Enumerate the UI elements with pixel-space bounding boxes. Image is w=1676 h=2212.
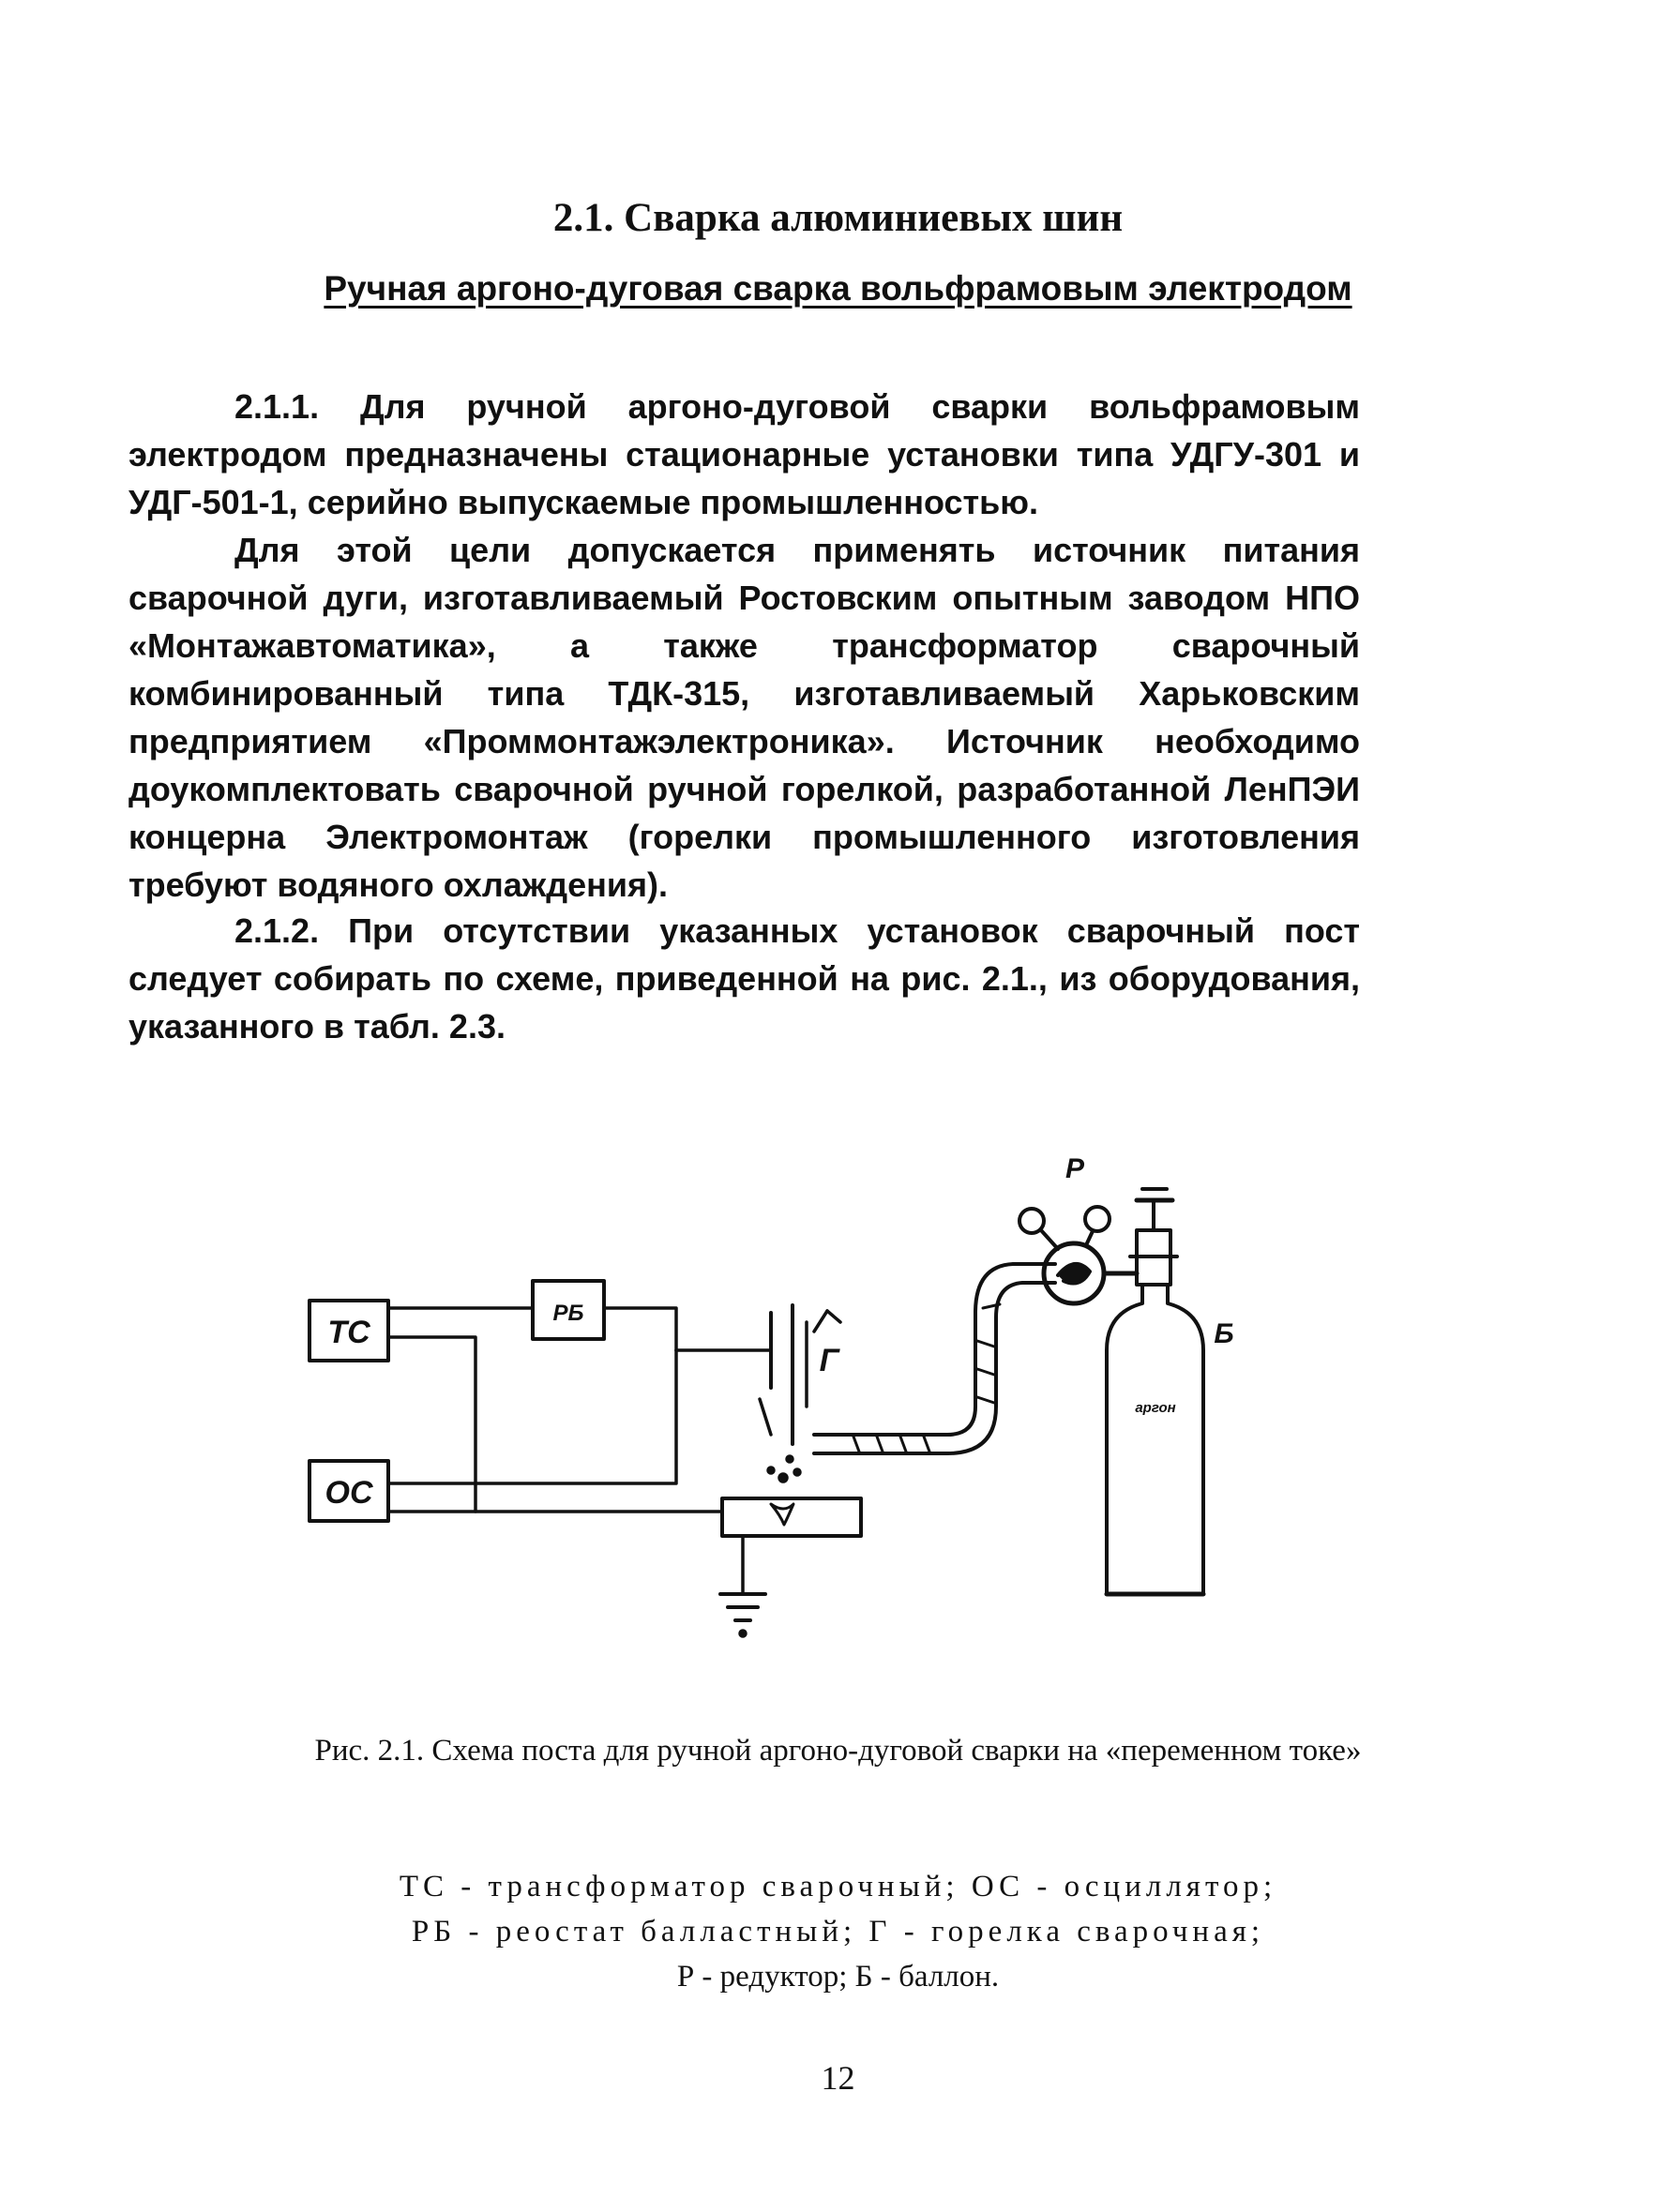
legend-line: Р - редуктор; Б - баллон.: [676, 1960, 1000, 1994]
label-g: Г: [819, 1343, 839, 1378]
wire-rb-torch: [604, 1308, 676, 1350]
figure-caption: Рис. 2.1. Схема поста для ручной аргоно-дуговой сварки на «переменном токе»: [314, 1734, 1362, 1768]
wire-ts-os: [388, 1337, 476, 1512]
legend-line: ТС - трансформатор сварочный; ОС - осциллятор;: [399, 1870, 1277, 1904]
label-os: ОС: [325, 1475, 373, 1511]
label-r: Р: [1064, 1153, 1085, 1184]
paragraph-power-source: Для этой цели допускается применять источник питания сварочной дуги, изготавливаемый Ростовским опытным заводом НПО «Монтажавтоматика», а также трансформатор сварочный комбинированный типа ТДК-315, изготавливаемый Харьковским предприятием «Проммонтажэлектроника». Источник необходимо доукомплектовать сварочной ручной горелкой, разработанной ЛенПЭИ концерна Электромонтаж (горелки промышленного изготовления требуют водяного охлаждения).: [128, 531, 1360, 904]
subtitle-text: Ручная аргоно-дуговая сварка вольфрамовым электродом: [324, 269, 1352, 308]
label-cylinder: аргон: [1135, 1400, 1176, 1416]
paragraph-2-1-2: 2.1.2. При отсутствии указанных установок сварочный пост следует собирать по схеме, приведенной на рис. 2.1., из оборудования, указанного в табл. 2.3.: [128, 911, 1360, 1046]
gas-cylinder: [1107, 1285, 1203, 1594]
page-number: 12: [821, 2059, 855, 2097]
figure-legend: [141, 1864, 1535, 1999]
label-b: Б: [1214, 1318, 1234, 1349]
section-title: 2.1. Сварка алюминиевых шин: [552, 196, 1124, 240]
gauge-right: [1085, 1207, 1110, 1231]
legend-line: РБ - реостат балластный; Г - горелка сварочная;: [411, 1915, 1265, 1949]
paragraph-2-1-1: 2.1.1. Для ручной аргоно-дуговой сварки вольфрамовым электродом предназначены стационарные установки типа УДГУ-301 и УДГ-501-1, серийно выпускаемые промышленностью.: [128, 387, 1360, 521]
gas-hose-outer: [814, 1264, 1055, 1435]
weld-pool: [771, 1504, 793, 1525]
torch-marker: [814, 1311, 827, 1332]
label-rb: РБ: [552, 1301, 584, 1326]
wire-os-workpiece: [388, 1350, 676, 1483]
label-ts: ТС: [327, 1315, 370, 1350]
gas-hose-inner: [814, 1283, 1055, 1453]
torch-tip-left: [760, 1399, 771, 1435]
